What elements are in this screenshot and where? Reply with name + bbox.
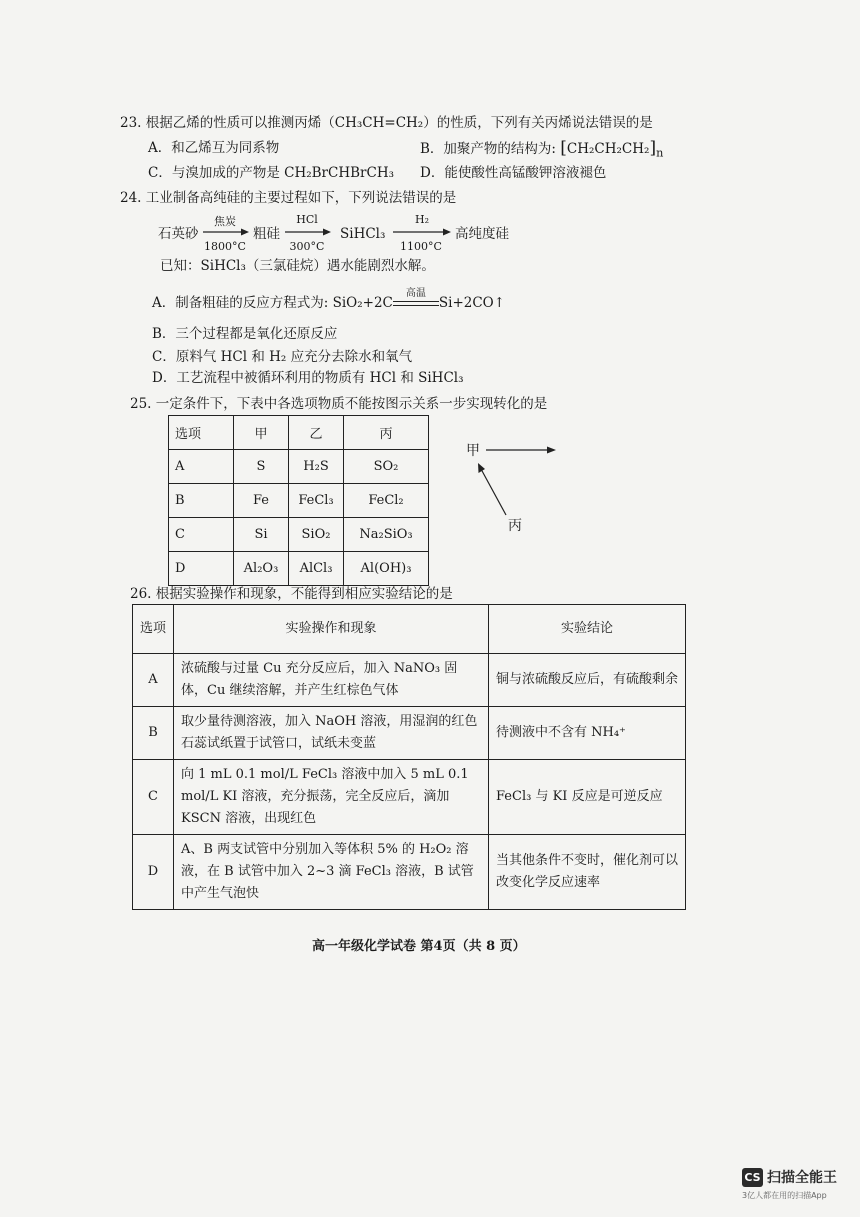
table-cell: 浓硫酸与过量 Cu 充分反应后，加入 NaNO₃ 固体，Cu 继续溶解，并产生红棕色气体: [174, 654, 489, 707]
q25-stem: 25. 一定条件下，下表中各选项物质不能按图示关系一步实现转化的是: [130, 396, 548, 412]
table-row: [169, 450, 429, 484]
q23-option-d: D．能使酸性高锰酸钾溶液褪色: [420, 165, 607, 181]
q24-option-d: D．工艺流程中被循环利用的物质有 HCl 和 SiHCl₃: [152, 370, 464, 386]
table-cell: Si: [234, 518, 289, 552]
table-cell: 待测液中不含有 NH₄⁺: [489, 707, 686, 760]
page-footer: 高一年级化学试卷 第4页（共 8 页）: [312, 939, 526, 954]
flow-quartz-sand: 石英砂: [158, 226, 199, 242]
table-cell: B: [133, 707, 174, 760]
q24-known: 已知：SiHCl₃（三氯硅烷）遇水能剧烈水解。: [160, 258, 435, 274]
table-cell: AlCl₃: [289, 552, 344, 586]
header-cell: 选项: [133, 605, 174, 654]
q23-option-b: [420, 139, 663, 163]
q26-stem: 26. 根据实验操作和现象，不能得到相应实验结论的是: [130, 586, 453, 602]
q23-stem: 23. 根据乙烯的性质可以推测丙烯（CH₃CH=CH₂）的性质，下列有关丙烯说法错误的是: [120, 115, 653, 131]
table-row: [169, 518, 429, 552]
table-row: [133, 835, 686, 910]
table-cell: C: [169, 518, 234, 552]
table-cell: S: [234, 450, 289, 484]
table-cell: FeCl₂: [344, 484, 429, 518]
flow-cond-bottom-2: 300°C: [289, 240, 325, 253]
flow-arrow-2: [285, 227, 331, 237]
q24-stem: 24. 工业制备高纯硅的主要过程如下，下列说法错误的是: [120, 190, 457, 206]
scanner-app-name: 扫描全能王: [767, 1170, 837, 1186]
header-cell: 实验结论: [489, 605, 686, 654]
table-cell: SO₂: [344, 450, 429, 484]
table-cell: A: [169, 450, 234, 484]
table-cell: H₂S: [289, 450, 344, 484]
table-cell: SiO₂: [289, 518, 344, 552]
q24-option-a: [152, 287, 506, 312]
table-cell: 铜与浓硫酸反应后，有硫酸剩余: [489, 654, 686, 707]
header-cell: 实验操作和现象: [174, 605, 489, 654]
q24-option-a-text: A．制备粗硅的反应方程式为: SiO₂+2C: [152, 295, 393, 311]
flow-arrow-3: [393, 227, 451, 237]
q23-polymer-n: n: [656, 146, 664, 160]
flow-cond-bottom-3: 1100°C: [400, 240, 442, 253]
flow-high-purity-silicon: 高纯度硅: [455, 226, 509, 242]
header-cell: 乙: [289, 416, 344, 450]
flow-cond-bottom-1: 1800°C: [204, 240, 246, 253]
q23-option-b-text: B．加聚产物的结构为:: [420, 141, 556, 157]
header-cell: 选项: [169, 416, 234, 450]
table-row: [133, 707, 686, 760]
flow-cond-top-2: HCl: [296, 213, 318, 226]
q23-polymer-formula: CH₂CH₂CH₂: [566, 141, 650, 157]
table-cell: D: [133, 835, 174, 910]
table-cell: Al₂O₃: [234, 552, 289, 586]
scanner-tagline: 3亿人都在用的扫描App: [742, 1191, 827, 1200]
table-row: [169, 484, 429, 518]
table-cell: Na₂SiO₃: [344, 518, 429, 552]
table-cell: FeCl₃ 与 KI 反应是可逆反应: [489, 760, 686, 835]
diagram-label-jia: 甲: [466, 443, 480, 459]
flow-cond-top-3: H₂: [414, 213, 429, 226]
bracket-right: ]: [649, 138, 657, 158]
table-cell: C: [133, 760, 174, 835]
high-temp-equals: [393, 287, 439, 310]
flow-cond-top-1: 焦炭: [214, 215, 236, 228]
table-row: [169, 552, 429, 586]
table-cell: A: [133, 654, 174, 707]
table-row: [133, 654, 686, 707]
q24-option-a-products: Si+2CO↑: [438, 295, 506, 311]
header-cell: 丙: [344, 416, 429, 450]
scanner-watermark: [742, 1167, 837, 1201]
table-header-row: [133, 605, 686, 654]
cs-logo-icon: CS: [742, 1168, 763, 1187]
flow-sihcl3: SiHCl₃: [340, 226, 386, 242]
q24-option-c: C．原料气 HCl 和 H₂ 应充分去除水和氧气: [152, 349, 413, 365]
table-cell: FeCl₃: [289, 484, 344, 518]
flow-arrow-1: [203, 227, 249, 237]
condition-high-temp: 高温: [405, 287, 426, 299]
q26-table: [132, 604, 686, 910]
bracket-left: [: [560, 138, 567, 158]
q25-table: [168, 415, 429, 586]
table-cell: 当其他条件不变时，催化剂可以改变化学反应速率: [489, 835, 686, 910]
table-cell: Fe: [234, 484, 289, 518]
diagram-label-bing: 丙: [508, 518, 522, 534]
table-cell: Al(OH)₃: [344, 552, 429, 586]
table-header-row: [169, 416, 429, 450]
table-cell: 向 1 mL 0.1 mol/L FeCl₃ 溶液中加入 5 mL 0.1 mol/L KI 溶液，充分振荡，完全反应后，滴加 KSCN 溶液，出现红色: [174, 760, 489, 835]
header-cell: 甲: [234, 416, 289, 450]
q23-option-c: C．与溴加成的产物是 CH₂BrCHBrCH₃: [148, 165, 394, 181]
table-cell: D: [169, 552, 234, 586]
table-cell: 取少量待测溶液，加入 NaOH 溶液，用湿润的红色石蕊试纸置于试管口，试纸未变蓝: [174, 707, 489, 760]
table-cell: B: [169, 484, 234, 518]
table-cell: A、B 两支试管中分别加入等体积 5% 的 H₂O₂ 溶液，在 B 试管中加入 2~3 滴 FeCl₃ 溶液，B 试管中产生气泡快: [174, 835, 489, 910]
flow-crude-silicon: 粗硅: [253, 226, 280, 242]
table-row: [133, 760, 686, 835]
q23-option-a: A．和乙烯互为同系物: [148, 140, 280, 156]
q24-option-b: B．三个过程都是氧化还原反应: [152, 326, 338, 342]
